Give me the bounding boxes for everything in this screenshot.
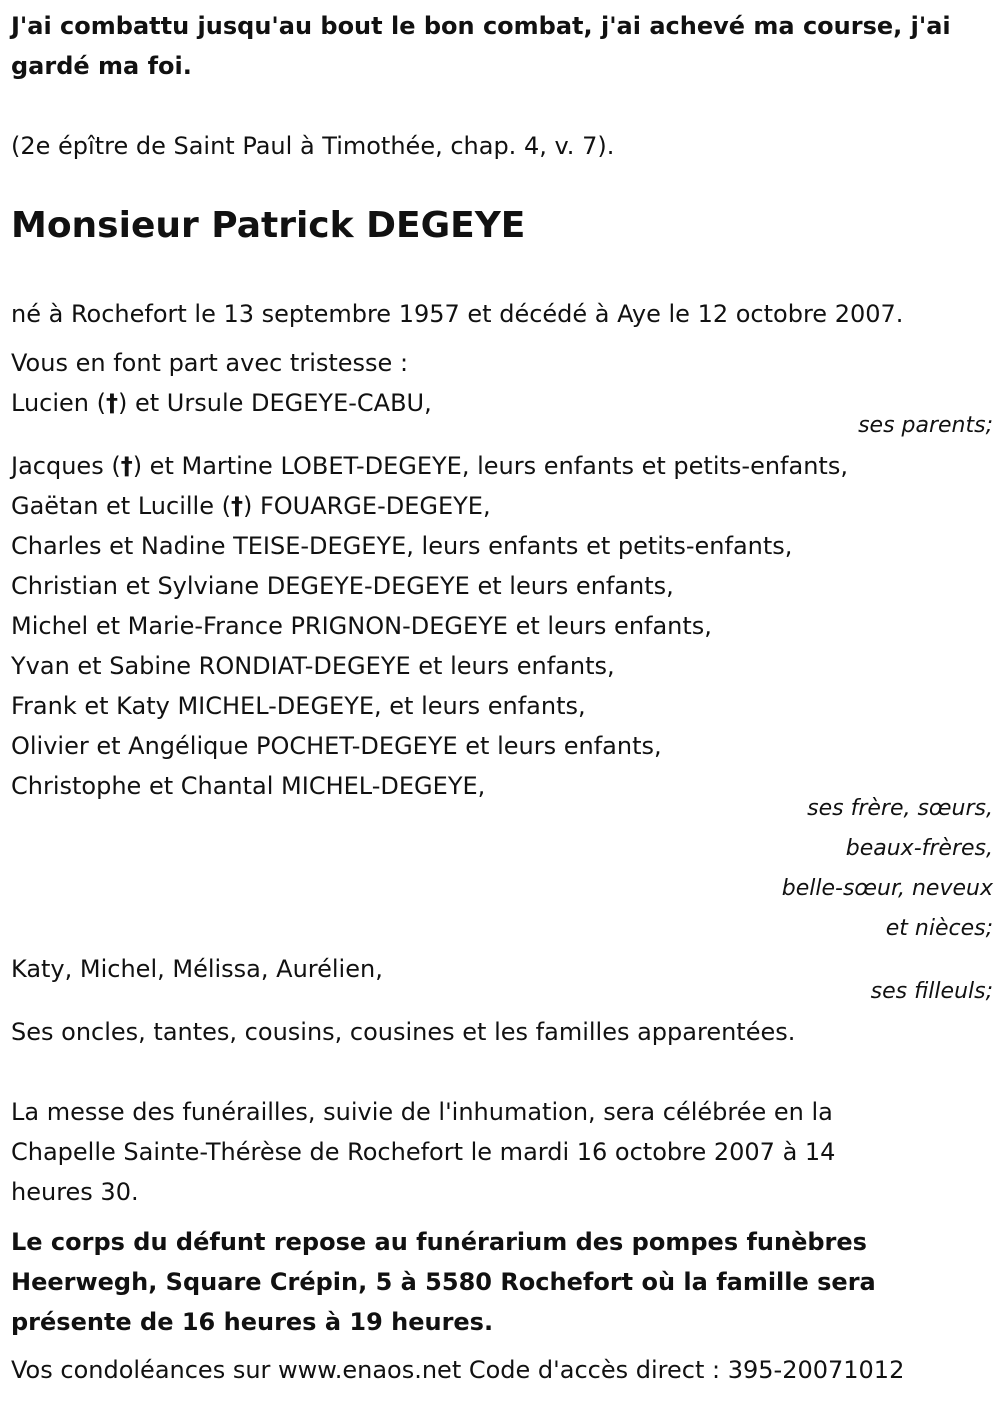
parents-line — [11, 383, 432, 423]
ceremony-line-3: heures 30. — [11, 1178, 139, 1206]
extended-family: Ses oncles, tantes, cousins, cousines et les familles apparentées. — [11, 1018, 796, 1046]
sibling-line: Christian et Sylviane DEGEYE-DEGEYE et leurs enfants, — [11, 572, 674, 600]
sibling-line-2 — [11, 486, 491, 526]
parents-role: ses parents; — [858, 413, 993, 438]
deceased-name: Monsieur Patrick DEGEYE — [11, 205, 526, 246]
parents-text-pre: Lucien ( — [11, 389, 106, 417]
epigraph-reference: (2e épître de Saint Paul à Timothée, chap. 4, v. 7). — [11, 132, 615, 160]
condolences-line: Vos condoléances sur www.enaos.net Code d'accès direct : 395-20071012 — [11, 1356, 905, 1384]
epigraph-quote-line-2: gardé ma foi. — [11, 52, 192, 80]
sibling-line: Frank et Katy MICHEL-DEGEYE, et leurs enfants, — [11, 692, 586, 720]
cross-icon: † — [230, 492, 243, 520]
godchildren-role: ses filleuls; — [870, 979, 993, 1004]
epigraph-quote-line-1: J'ai combattu jusqu'au bout le bon combat, j'ai achevé ma course, j'ai — [11, 12, 951, 40]
siblings-role-line: belle-sœur, neveux — [781, 876, 993, 901]
siblings-role-line: beaux-frères, — [845, 836, 993, 861]
cross-icon: † — [106, 389, 118, 417]
sibling-line: Charles et Nadine TEISE-DEGEYE, leurs enfants et petits-enfants, — [11, 532, 793, 560]
sibling-line-1-pre: Jacques ( — [11, 452, 121, 480]
cross-icon: † — [120, 452, 133, 480]
announcement-intro: Vous en font part avec tristesse : — [11, 349, 409, 377]
siblings-role-line: ses frère, sœurs, — [807, 796, 993, 821]
visitation-line-3: présente de 16 heures à 19 heures. — [11, 1308, 494, 1336]
sibling-line: Michel et Marie-France PRIGNON-DEGEYE et leurs enfants, — [11, 612, 712, 640]
sibling-line-1-post: ) et Martine LOBET-DEGEYE, leurs enfants et petits-enfants, — [132, 452, 848, 480]
sibling-line-2-pre: Gaëtan et Lucille ( — [11, 492, 231, 520]
siblings-role-line: et nièces; — [885, 916, 993, 941]
sibling-line: Yvan et Sabine RONDIAT-DEGEYE et leurs enfants, — [11, 652, 615, 680]
visitation-line-1: Le corps du défunt repose au funérarium des pompes funèbres — [11, 1228, 867, 1256]
sibling-line-1 — [11, 446, 848, 486]
visitation-line-2: Heerwegh, Square Crépin, 5 à 5580 Rochefort où la famille sera — [11, 1268, 876, 1296]
godchildren-names: Katy, Michel, Mélissa, Aurélien, — [11, 955, 383, 983]
parents-text-post: ) et Ursule DEGEYE-CABU, — [118, 389, 432, 417]
sibling-line-2-post: ) FOUARGE-DEGEYE, — [242, 492, 491, 520]
sibling-line: Olivier et Angélique POCHET-DEGEYE et leurs enfants, — [11, 732, 662, 760]
ceremony-line-1: La messe des funérailles, suivie de l'inhumation, sera célébrée en la — [11, 1098, 833, 1126]
sibling-line: Christophe et Chantal MICHEL-DEGEYE, — [11, 772, 486, 800]
birth-death-line: né à Rochefort le 13 septembre 1957 et décédé à Aye le 12 octobre 2007. — [11, 300, 904, 328]
ceremony-line-2: Chapelle Sainte-Thérèse de Rochefort le mardi 16 octobre 2007 à 14 — [11, 1138, 836, 1166]
